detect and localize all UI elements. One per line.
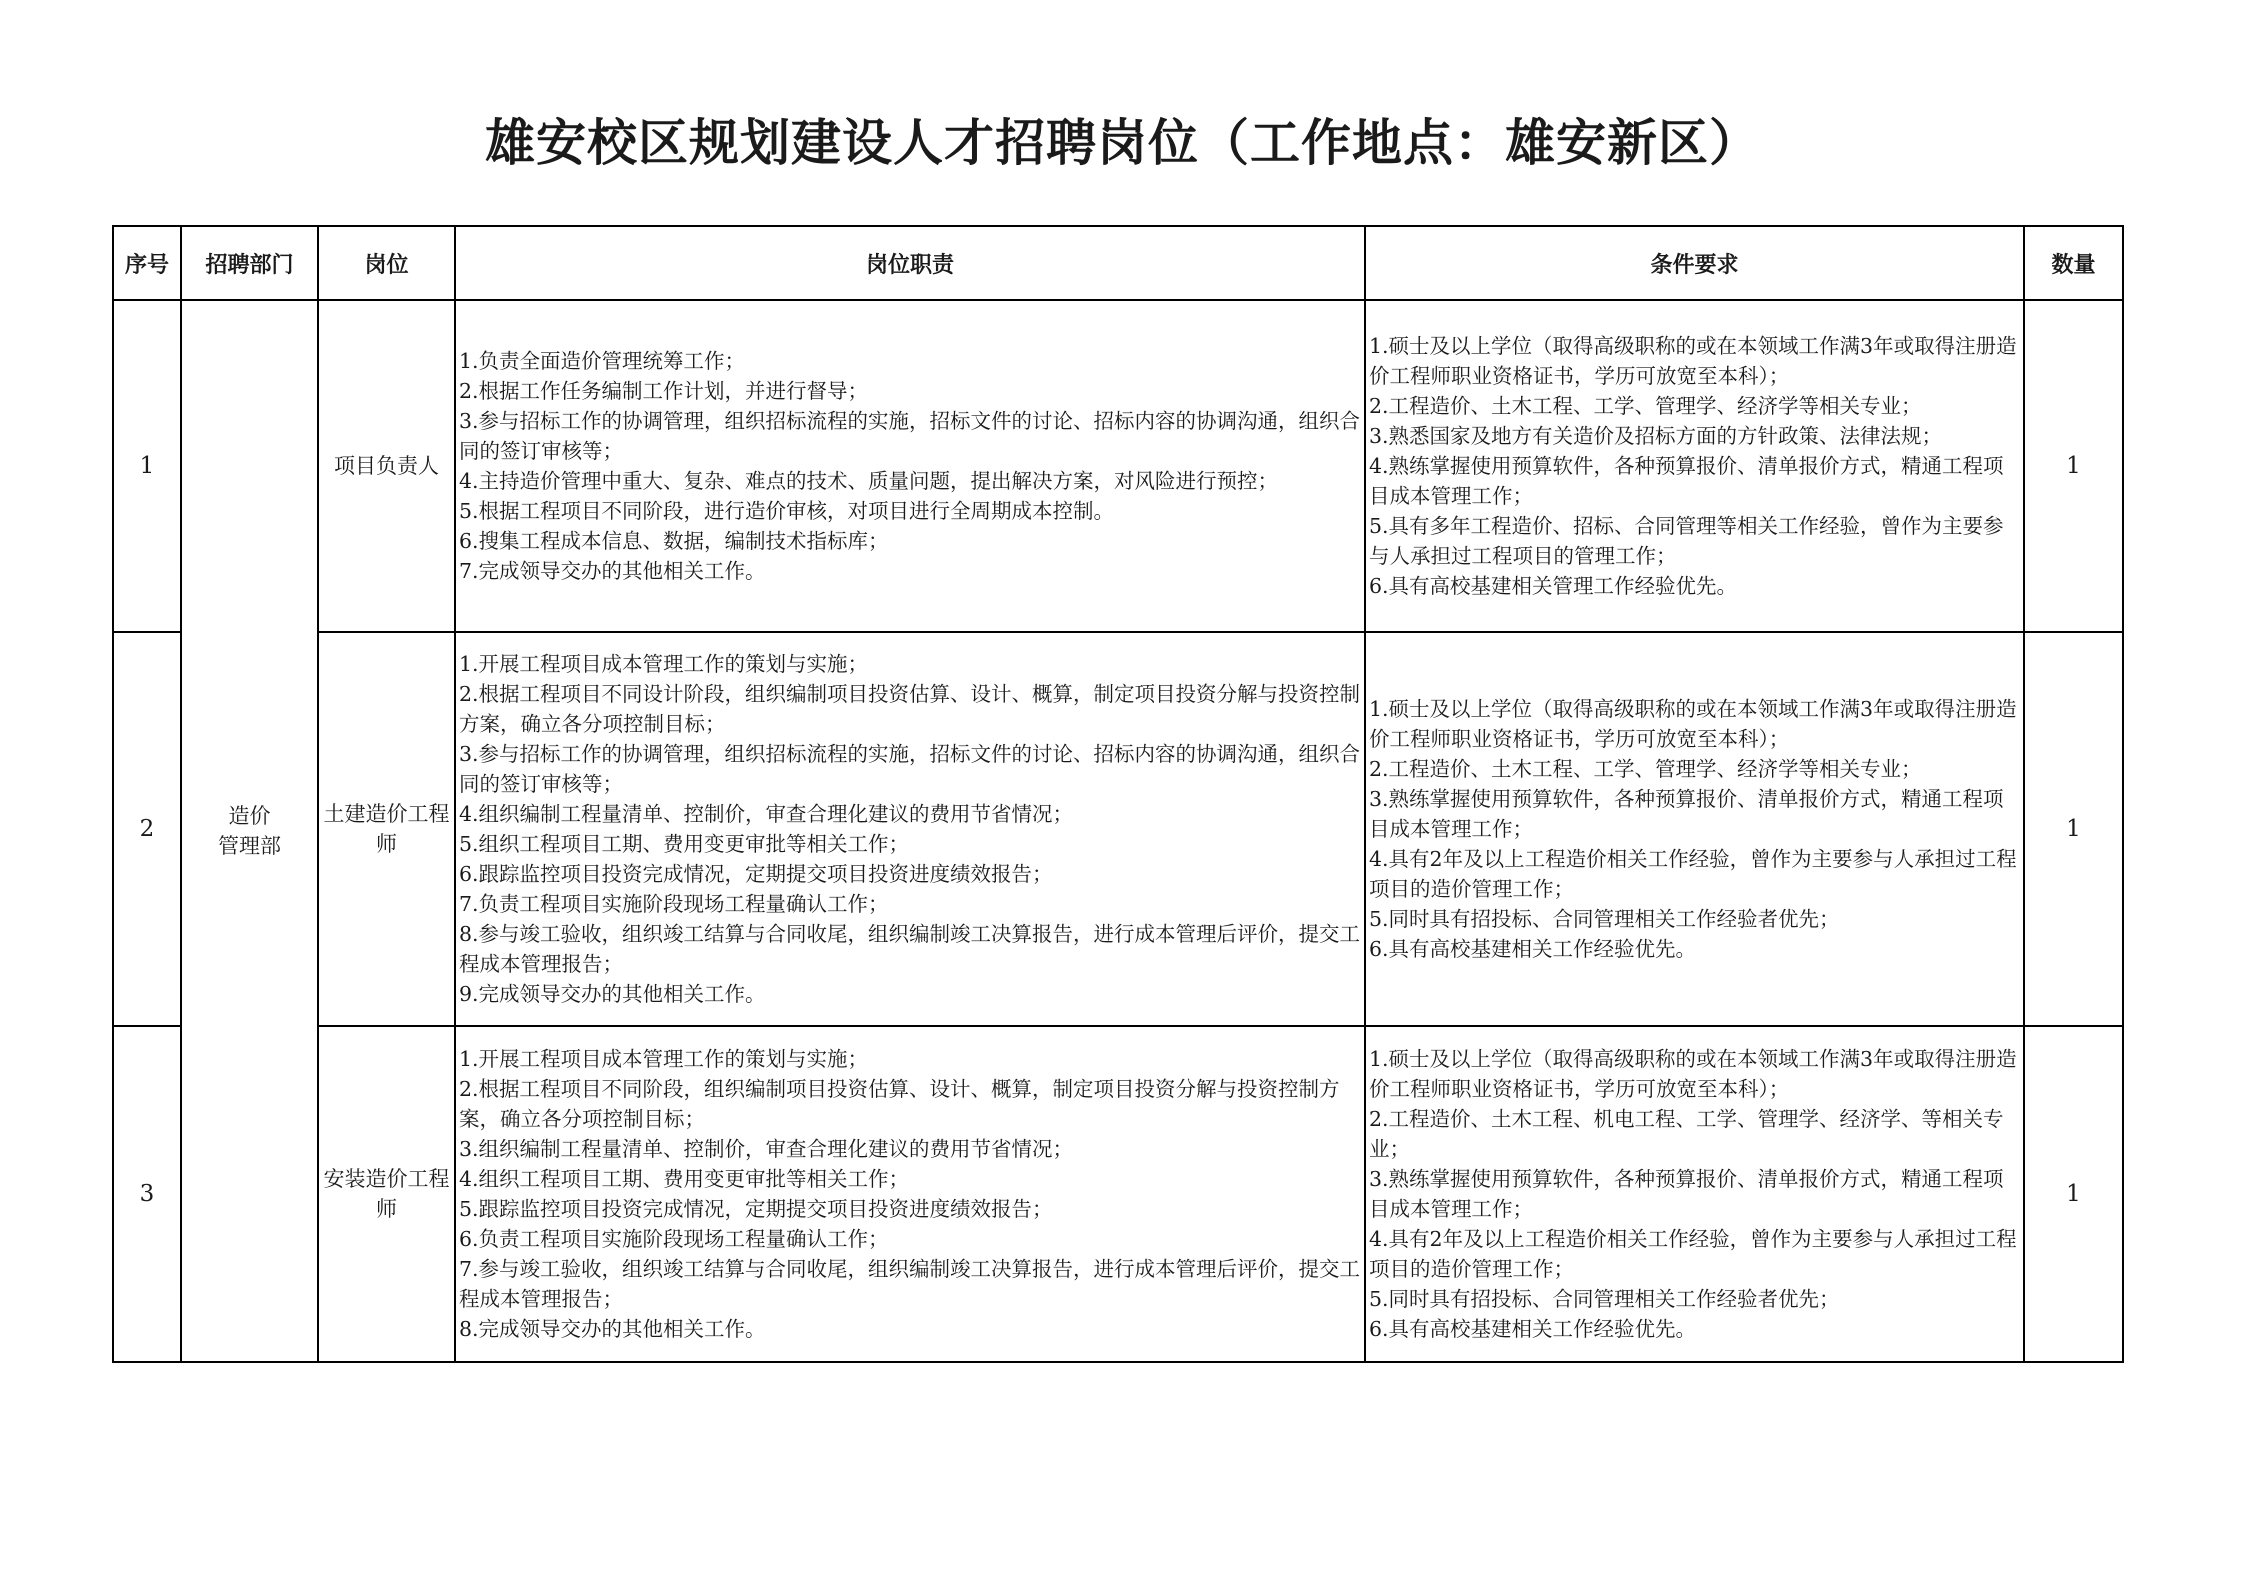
position-cell: 项目负责人: [318, 300, 455, 632]
duty-item: 7.参与竣工验收，组织竣工结算与合同收尾，组织编制竣工决算报告，进行成本管理后评价，提交工程成本管理报告；: [459, 1257, 1361, 1311]
requirement-item: 3.熟练掌握使用预算软件，各种预算报价、清单报价方式，精通工程项目成本管理工作；: [1369, 1167, 2004, 1221]
page-title: 雄安校区规划建设人才招聘岗位（工作地点：雄安新区）: [485, 114, 1760, 172]
duty-item: 6.负责工程项目实施阶段现场工程量确认工作；: [459, 1227, 889, 1251]
duty-item: 1.负责全面造价管理统筹工作；: [459, 349, 746, 373]
requirements-cell: [1365, 1026, 2024, 1362]
department-label: 造价 管理部: [218, 804, 281, 858]
requirement-item: 6.具有高校基建相关工作经验优先。: [1369, 1317, 1697, 1341]
table-row: [113, 300, 2123, 632]
requirement-item: 3.熟悉国家及地方有关造价及招标方面的方针政策、法律法规；: [1369, 424, 1943, 448]
requirement-item: 2.工程造价、土木工程、机电工程、工学、管理学、经济学、等相关专业；: [1369, 1107, 2004, 1161]
duty-item: 4.组织编制工程量清单、控制价，审查合理化建议的费用节省情况；: [459, 802, 1074, 826]
recruitment-table: [112, 225, 2124, 1363]
count-cell: 1: [2024, 1026, 2123, 1362]
duty-item: 2.根据工程项目不同阶段，组织编制项目投资估算、设计、概算，制定项目投资分解与投资控制方案，确立各分项控制目标；: [459, 1077, 1340, 1131]
requirement-item: 2.工程造价、土木工程、工学、管理学、经济学等相关专业；: [1369, 394, 1922, 418]
duty-item: 5.组织工程项目工期、费用变更审批等相关工作；: [459, 832, 910, 856]
requirement-item: 4.具有2年及以上工程造价相关工作经验，曾作为主要参与人承担过工程项目的造价管理工作；: [1369, 847, 2017, 901]
duty-item: 4.主持造价管理中重大、复杂、难点的技术、质量问题，提出解决方案，对风险进行预控；: [459, 469, 1279, 493]
duty-item: 8.参与竣工验收，组织竣工结算与合同收尾，组织编制竣工决算报告，进行成本管理后评价，提交工程成本管理报告；: [459, 922, 1361, 976]
table-row: [113, 632, 2123, 1026]
duty-item: 2.根据工作任务编制工作计划，并进行督导；: [459, 379, 869, 403]
header-duties: 岗位职责: [455, 226, 1365, 300]
duty-item: 3.参与招标工作的协调管理，组织招标流程的实施，招标文件的讨论、招标内容的协调沟通，组织合同的签订审核等；: [459, 742, 1361, 796]
duties-cell: [455, 632, 1365, 1026]
requirements-cell: [1365, 300, 2024, 632]
duties-cell: [455, 300, 1365, 632]
requirement-item: 2.工程造价、土木工程、工学、管理学、经济学等相关专业；: [1369, 757, 1922, 781]
requirement-item: 6.具有高校基建相关工作经验优先。: [1369, 937, 1697, 961]
header-count: 数量: [2024, 226, 2123, 300]
duty-item: 6.跟踪监控项目投资完成情况，定期提交项目投资进度绩效报告；: [459, 862, 1053, 886]
duty-item: 8.完成领导交办的其他相关工作。: [459, 1317, 766, 1341]
requirement-item: 4.熟练掌握使用预算软件，各种预算报价、清单报价方式，精通工程项目成本管理工作；: [1369, 454, 2004, 508]
duty-item: 3.组织编制工程量清单、控制价，审查合理化建议的费用节省情况；: [459, 1137, 1074, 1161]
requirement-item: 1.硕士及以上学位（取得高级职称的或在本领域工作满3年或取得注册造价工程师职业资格证书，学历可放宽至本科）；: [1369, 697, 2017, 751]
duty-item: 5.根据工程项目不同阶段，进行造价审核，对项目进行全周期成本控制。: [459, 499, 1115, 523]
requirement-item: 1.硕士及以上学位（取得高级职称的或在本领域工作满3年或取得注册造价工程师职业资格证书，学历可放宽至本科）；: [1369, 1047, 2017, 1101]
duty-item: 7.完成领导交办的其他相关工作。: [459, 559, 766, 583]
department-cell: [181, 300, 318, 1362]
table-header-row: [113, 226, 2123, 300]
header-requirements: 条件要求: [1365, 226, 2024, 300]
duty-item: 4.组织工程项目工期、费用变更审批等相关工作；: [459, 1167, 910, 1191]
table-row: [113, 1026, 2123, 1362]
duty-item: 7.负责工程项目实施阶段现场工程量确认工作；: [459, 892, 889, 916]
row-index: 3: [113, 1026, 181, 1362]
duty-item: 3.参与招标工作的协调管理，组织招标流程的实施，招标文件的讨论、招标内容的协调沟通，组织合同的签订审核等；: [459, 409, 1361, 463]
requirement-item: 5.同时具有招投标、合同管理相关工作经验者优先；: [1369, 907, 1840, 931]
count-cell: 1: [2024, 300, 2123, 632]
requirement-item: 3.熟练掌握使用预算软件，各种预算报价、清单报价方式，精通工程项目成本管理工作；: [1369, 787, 2004, 841]
position-cell: 土建造价工程师: [318, 632, 455, 1026]
duty-item: 5.跟踪监控项目投资完成情况，定期提交项目投资进度绩效报告；: [459, 1197, 1053, 1221]
requirement-item: 5.同时具有招投标、合同管理相关工作经验者优先；: [1369, 1287, 1840, 1311]
row-index: 2: [113, 632, 181, 1026]
requirement-item: 4.具有2年及以上工程造价相关工作经验，曾作为主要参与人承担过工程项目的造价管理工作；: [1369, 1227, 2017, 1281]
count-cell: 1: [2024, 632, 2123, 1026]
duty-item: 9.完成领导交办的其他相关工作。: [459, 982, 766, 1006]
header-index: 序号: [113, 226, 181, 300]
duty-item: 1.开展工程项目成本管理工作的策划与实施；: [459, 1047, 869, 1071]
requirement-item: 1.硕士及以上学位（取得高级职称的或在本领域工作满3年或取得注册造价工程师职业资格证书，学历可放宽至本科）；: [1369, 334, 2017, 388]
header-department: 招聘部门: [181, 226, 318, 300]
requirement-item: 6.具有高校基建相关管理工作经验优先。: [1369, 574, 1738, 598]
duties-cell: [455, 1026, 1365, 1362]
requirements-cell: [1365, 632, 2024, 1026]
requirement-item: 5.具有多年工程造价、招标、合同管理等相关工作经验，曾作为主要参与人承担过工程项目的管理工作；: [1369, 514, 2004, 568]
duty-item: 2.根据工程项目不同设计阶段，组织编制项目投资估算、设计、概算，制定项目投资分解与投资控制方案，确立各分项控制目标；: [459, 682, 1361, 736]
position-cell: 安装造价工程师: [318, 1026, 455, 1362]
row-index: 1: [113, 300, 181, 632]
duty-item: 6.搜集工程成本信息、数据，编制技术指标库；: [459, 529, 889, 553]
header-position: 岗位: [318, 226, 455, 300]
duty-item: 1.开展工程项目成本管理工作的策划与实施；: [459, 652, 869, 676]
